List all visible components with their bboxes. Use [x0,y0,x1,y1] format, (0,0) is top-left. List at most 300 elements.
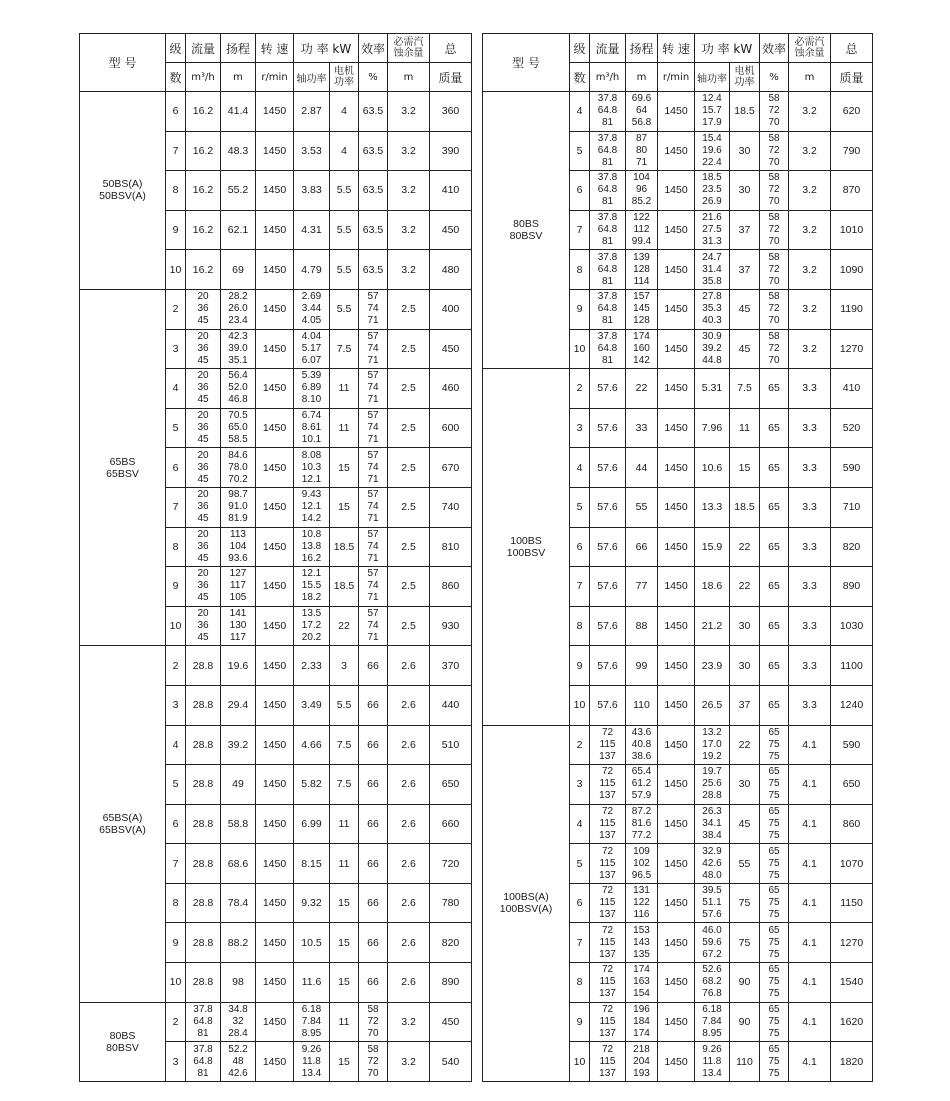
npsh-cell: 3.2 [388,250,430,290]
npsh-cell: 3.2 [388,1002,430,1042]
speed-cell: 1450 [658,567,695,607]
stage-cell: 6 [570,527,590,567]
efficiency-cell-line: 65 [768,620,780,633]
head-cell-line: 22 [635,382,648,395]
efficiency-cell-line: 58 [768,132,780,144]
head-cell-line: 77 [635,580,648,593]
motor-power-cell: 22 [730,567,760,607]
motor-power-cell: 15 [330,448,359,488]
efficiency-cell-line: 65 [768,580,780,593]
head-cell-line: 122 [633,212,650,224]
flow-cell-line: 28.8 [192,778,214,791]
efficiency-cell-line: 75 [768,897,780,909]
mass-cell: 650 [831,765,873,805]
flow-cell-line: 36 [197,461,209,473]
speed-cell: 1450 [256,250,294,290]
shaft-power-cell-line: 10.8 [301,528,322,540]
shaft-power-cell-line: 5.17 [301,342,322,354]
flow-cell-line: 115 [599,1015,616,1027]
efficiency-cell [359,250,388,290]
stage-cell: 5 [570,844,590,884]
speed-cell: 1450 [658,844,695,884]
shaft-power-cell-line: 4.66 [301,738,322,751]
stage-cell: 3 [166,685,186,725]
head-cell-line: 99 [635,659,648,672]
speed-cell: 1450 [256,527,294,567]
shaft-power-cell-line: 11.8 [302,1055,321,1067]
efficiency-cell-line: 72 [768,144,780,156]
shaft-power-cell [294,1002,330,1042]
efficiency-cell-line: 58 [768,330,780,342]
stage-cell: 10 [570,1042,590,1082]
speed-cell: 1450 [256,92,294,132]
efficiency-cell-line: 57 [367,370,379,382]
head-cell-line: 160 [633,342,650,354]
head-cell-line: 104 [229,540,247,552]
stage-cell: 5 [166,408,186,448]
shaft-power-cell-line: 39.5 [702,885,722,897]
motor-power-cell: 22 [730,527,760,567]
header-motor-power-line: 功率 [734,77,755,88]
stage-cell: 5 [570,131,590,171]
flow-cell-line: 115 [599,897,616,909]
table-row [483,725,873,765]
flow-cell-line: 137 [599,790,616,802]
head-cell [626,567,658,607]
shaft-power-cell-line: 15.9 [701,540,723,553]
efficiency-cell-line: 75 [768,829,780,841]
mass-cell: 650 [430,765,472,805]
head-cell-line: 163 [633,976,650,988]
shaft-power-cell-line: 15.4 [702,132,722,144]
shaft-power-cell-line: 38.4 [702,829,722,841]
efficiency-cell [359,1002,388,1042]
shaft-power-cell-line: 13.5 [301,608,322,620]
model-name-line: 65BSV [106,467,139,480]
npsh-cell: 3.3 [789,685,831,725]
npsh-cell: 3.2 [388,1042,430,1082]
flow-cell-line: 57.6 [597,580,618,593]
efficiency-cell-line: 75 [768,936,780,948]
speed-cell: 1450 [256,448,294,488]
efficiency-cell [359,963,388,1003]
flow-cell-line: 115 [599,857,616,869]
motor-power-cell: 45 [730,329,760,369]
efficiency-cell [359,329,388,369]
stage-cell: 6 [166,92,186,132]
shaft-power-cell [695,1042,730,1082]
motor-power-cell: 5.5 [330,250,359,290]
mass-cell: 510 [430,725,472,765]
mass-cell: 440 [430,685,472,725]
efficiency-cell [760,289,789,329]
shaft-power-cell [695,646,730,686]
head-cell-line: 28.2 [228,291,248,303]
mass-cell: 1190 [831,289,873,329]
npsh-cell: 3.2 [388,131,430,171]
efficiency-cell-line: 58 [768,212,780,224]
shaft-power-cell-line: 19.2 [702,750,722,762]
flow-cell-line: 36 [197,422,209,434]
flow-cell-line: 115 [599,976,616,988]
shaft-power-cell-line: 13.3 [701,501,723,514]
shaft-power-cell-line: 6.07 [301,354,322,366]
head-cell-line: 29.4 [227,699,249,712]
header-mass-unit: 质量 [430,63,472,92]
efficiency-cell-line: 74 [367,620,379,632]
head-cell [221,883,256,923]
flow-cell-line: 81 [197,1027,209,1039]
flow-cell [186,1042,221,1082]
flow-cell-line: 115 [599,817,616,829]
efficiency-cell-line: 72 [768,224,780,236]
motor-power-cell: 7.5 [730,369,760,409]
efficiency-cell-line: 65 [768,501,780,514]
head-cell [221,329,256,369]
table-row [80,92,472,132]
table-row [80,646,472,686]
flow-cell-line: 81 [601,196,614,208]
flow-cell-line: 20 [197,489,209,501]
efficiency-cell-line: 72 [768,184,780,196]
flow-cell [590,329,626,369]
flow-cell-line: 37.8 [597,291,618,303]
efficiency-cell [760,487,789,527]
head-cell-line: 38.6 [631,750,652,762]
flow-cell-line: 16.2 [192,144,214,157]
flow-cell [186,804,221,844]
shaft-power-cell-line: 10.3 [301,461,322,473]
efficiency-cell [760,527,789,567]
speed-cell: 1450 [658,131,695,171]
efficiency-cell-line: 57 [367,291,379,303]
head-cell-line: 78.4 [227,897,249,910]
motor-power-cell: 7.5 [330,329,359,369]
shaft-power-cell-line: 10.1 [301,434,322,446]
flow-cell-line: 37.8 [597,212,618,224]
mass-cell: 600 [430,408,472,448]
header-head-unit: m [626,63,658,92]
flow-cell-line: 28.8 [192,699,214,712]
motor-power-cell: 15 [330,883,359,923]
head-cell [221,963,256,1003]
efficiency-cell-line: 75 [768,750,780,762]
efficiency-cell-line: 65 [768,659,780,672]
flow-cell-line: 115 [599,778,616,790]
head-cell-line: 91.0 [228,501,248,513]
speed-cell: 1450 [256,606,294,646]
stage-cell: 7 [166,844,186,884]
shaft-power-cell-line: 8.15 [301,857,322,870]
stage-cell: 10 [166,963,186,1003]
shaft-power-cell [695,171,730,211]
motor-power-cell: 11 [730,408,760,448]
shaft-power-cell [294,725,330,765]
efficiency-cell [760,448,789,488]
npsh-cell: 4.1 [789,1002,831,1042]
head-cell-line: 58.5 [228,434,248,446]
flow-cell-line: 45 [197,513,209,525]
efficiency-cell-line: 70 [768,156,780,168]
efficiency-cell [760,765,789,805]
motor-power-cell: 15 [330,1042,359,1082]
efficiency-cell-line: 58 [367,1043,379,1055]
stage-cell: 9 [570,289,590,329]
efficiency-cell [760,171,789,211]
stage-cell: 7 [570,210,590,250]
stage-cell: 2 [570,369,590,409]
motor-power-cell: 90 [730,963,760,1003]
head-cell-line: 32 [232,1015,244,1027]
speed-cell: 1450 [256,329,294,369]
shaft-power-cell [695,567,730,607]
head-cell [626,131,658,171]
mass-cell: 710 [831,487,873,527]
efficiency-cell-line: 72 [768,105,780,117]
shaft-power-cell-line: 16.2 [301,552,322,564]
head-cell-line: 70.5 [228,410,248,422]
flow-cell-line: 36 [197,620,209,632]
efficiency-cell [760,92,789,132]
flow-cell-line: 72 [601,845,614,857]
efficiency-cell-line: 72 [768,342,780,354]
table-row [483,92,873,132]
npsh-cell: 2.6 [388,804,430,844]
speed-cell: 1450 [658,883,695,923]
head-cell-line: 48.3 [227,144,249,157]
head-cell-line: 19.6 [227,659,249,672]
efficiency-cell-line: 71 [367,473,379,485]
stage-cell: 4 [570,804,590,844]
shaft-power-cell-line: 35.8 [702,275,722,287]
model-name-line: 65BS(A) [102,811,143,824]
mass-cell: 1100 [831,646,873,686]
head-cell-line: 193 [633,1067,650,1079]
header-mass-unit: 质量 [831,63,873,92]
header-flow: 流量 [590,34,626,63]
head-cell [221,527,256,567]
head-cell [221,844,256,884]
head-cell [221,250,256,290]
header-stage-unit: 数 [166,63,186,92]
header-row [80,34,472,63]
efficiency-cell-line: 74 [367,303,379,315]
efficiency-cell-line: 74 [367,422,379,434]
head-cell-line: 117 [230,632,246,644]
stage-cell: 7 [166,131,186,171]
flow-cell-line: 16.2 [192,105,214,118]
header-row [483,34,873,63]
flow-cell [186,1002,221,1042]
efficiency-cell [359,527,388,567]
shaft-power-cell-line: 17.9 [702,117,722,129]
flow-cell-line: 20 [197,370,209,382]
flow-cell-line: 115 [599,1055,616,1067]
header-shaft-power: 轴功率 [695,63,730,92]
stage-cell: 8 [570,250,590,290]
head-cell-line: 43.6 [631,726,652,738]
head-cell-line: 112 [633,224,650,236]
efficiency-cell [760,923,789,963]
shaft-power-cell-line: 8.61 [301,422,322,434]
head-cell-line: 128 [633,263,650,275]
efficiency-cell-line: 66 [367,659,379,672]
flow-cell [590,131,626,171]
flow-cell-line: 81 [601,156,614,168]
model-name-line: 80BSV [509,230,543,243]
efficiency-cell-line: 58 [768,251,780,263]
efficiency-cell [760,369,789,409]
header-npsh-unit: m [789,63,831,92]
flow-cell [186,923,221,963]
stage-cell: 8 [166,527,186,567]
motor-power-cell: 18.5 [730,92,760,132]
header-stage: 级 [570,34,590,63]
flow-cell-line: 36 [197,580,209,592]
efficiency-cell-line: 65 [768,845,780,857]
shaft-power-cell [294,1042,330,1082]
mass-cell: 860 [430,567,472,607]
mass-cell: 1090 [831,250,873,290]
efficiency-cell-line: 72 [768,263,780,275]
speed-cell: 1450 [658,250,695,290]
shaft-power-cell-line: 25.6 [702,778,722,790]
flow-cell-line: 20 [197,449,209,461]
header-motor-power [330,63,359,92]
model-name [80,1002,166,1081]
flow-cell [186,448,221,488]
shaft-power-cell-line: 27.5 [702,224,722,236]
mass-cell: 540 [430,1042,472,1082]
shaft-power-cell-line: 7.84 [702,1015,722,1027]
head-cell-line: 49 [232,778,244,791]
head-cell [626,448,658,488]
stage-cell: 8 [166,171,186,211]
speed-cell: 1450 [658,448,695,488]
speed-cell: 1450 [658,804,695,844]
head-cell-line: 48 [232,1055,244,1067]
flow-cell-line: 72 [601,766,614,778]
shaft-power-cell-line: 17.2 [301,620,322,632]
efficiency-cell-line: 71 [367,354,379,366]
head-cell-line: 44 [635,461,648,474]
shaft-power-cell-line: 6.74 [301,410,322,422]
flow-cell-line: 64.8 [193,1015,213,1027]
head-cell-line: 35.1 [228,354,248,366]
speed-cell: 1450 [658,210,695,250]
shaft-power-cell-line: 17.0 [702,738,722,750]
model-name-line: 65BSV(A) [99,823,146,836]
shaft-power-cell-line: 68.2 [702,976,722,988]
flow-cell-line: 57.6 [597,699,618,712]
head-cell-line: 33 [635,422,648,435]
efficiency-cell-line: 66 [367,817,379,830]
efficiency-cell [359,171,388,211]
shaft-power-cell [294,765,330,805]
stage-cell: 2 [166,646,186,686]
head-cell-line: 55 [635,501,648,514]
speed-cell: 1450 [658,289,695,329]
mass-cell: 450 [430,329,472,369]
head-cell-line: 141 [229,608,247,620]
head-cell [626,527,658,567]
motor-power-cell: 7.5 [330,765,359,805]
speed-cell: 1450 [658,725,695,765]
head-cell-line: 40.8 [631,738,652,750]
flow-cell-line: 72 [601,805,614,817]
efficiency-cell-line: 70 [768,196,780,208]
efficiency-cell [359,210,388,250]
flow-cell [186,765,221,805]
head-cell [221,804,256,844]
npsh-cell: 2.6 [388,963,430,1003]
efficiency-cell-line: 72 [367,1015,379,1027]
header-npsh [789,34,831,63]
motor-power-cell: 37 [730,250,760,290]
motor-power-cell: 5.5 [330,210,359,250]
motor-power-cell: 15 [330,487,359,527]
efficiency-cell-line: 58 [768,93,780,105]
head-cell-line: 65.4 [631,766,652,778]
head-cell [626,210,658,250]
stage-cell: 10 [570,329,590,369]
stage-cell: 10 [166,250,186,290]
flow-cell-line: 137 [599,1067,616,1079]
efficiency-cell-line: 57 [367,528,379,540]
npsh-cell: 2.5 [388,289,430,329]
spec-table-left [79,33,472,1082]
flow-cell-line: 37.8 [597,93,618,105]
stage-cell: 4 [166,369,186,409]
header-flow: 流量 [186,34,221,63]
speed-cell: 1450 [658,923,695,963]
efficiency-cell-line: 57 [367,568,379,580]
motor-power-cell: 30 [730,171,760,211]
shaft-power-cell [294,646,330,686]
head-cell-line: 80 [635,144,648,156]
npsh-cell: 3.3 [789,487,831,527]
head-cell-line: 69.6 [631,93,652,105]
efficiency-cell [359,487,388,527]
shaft-power-cell [695,804,730,844]
npsh-cell: 2.5 [388,329,430,369]
motor-power-cell: 5.5 [330,289,359,329]
mass-cell: 670 [430,448,472,488]
efficiency-cell-line: 65 [768,382,780,395]
shaft-power-cell [695,685,730,725]
efficiency-cell-line: 75 [768,857,780,869]
flow-cell-line: 57.6 [597,540,618,553]
flow-cell-line: 28.8 [192,897,214,910]
head-cell [626,804,658,844]
stage-cell: 9 [166,923,186,963]
shaft-power-cell-line: 18.6 [701,580,723,593]
motor-power-cell: 55 [730,844,760,884]
efficiency-cell-line: 70 [768,354,780,366]
shaft-power-cell-line: 3.53 [301,144,322,157]
efficiency-cell-line: 66 [367,699,379,712]
shaft-power-cell [695,963,730,1003]
head-cell [626,963,658,1003]
model-name-line: 50BS(A) [102,178,143,191]
motor-power-cell: 30 [730,765,760,805]
stage-cell: 9 [570,646,590,686]
shaft-power-cell [695,606,730,646]
speed-cell: 1450 [658,606,695,646]
efficiency-cell-line: 65 [768,422,780,435]
efficiency-cell-line: 65 [768,1043,780,1055]
head-cell-line: 28.4 [228,1027,248,1039]
